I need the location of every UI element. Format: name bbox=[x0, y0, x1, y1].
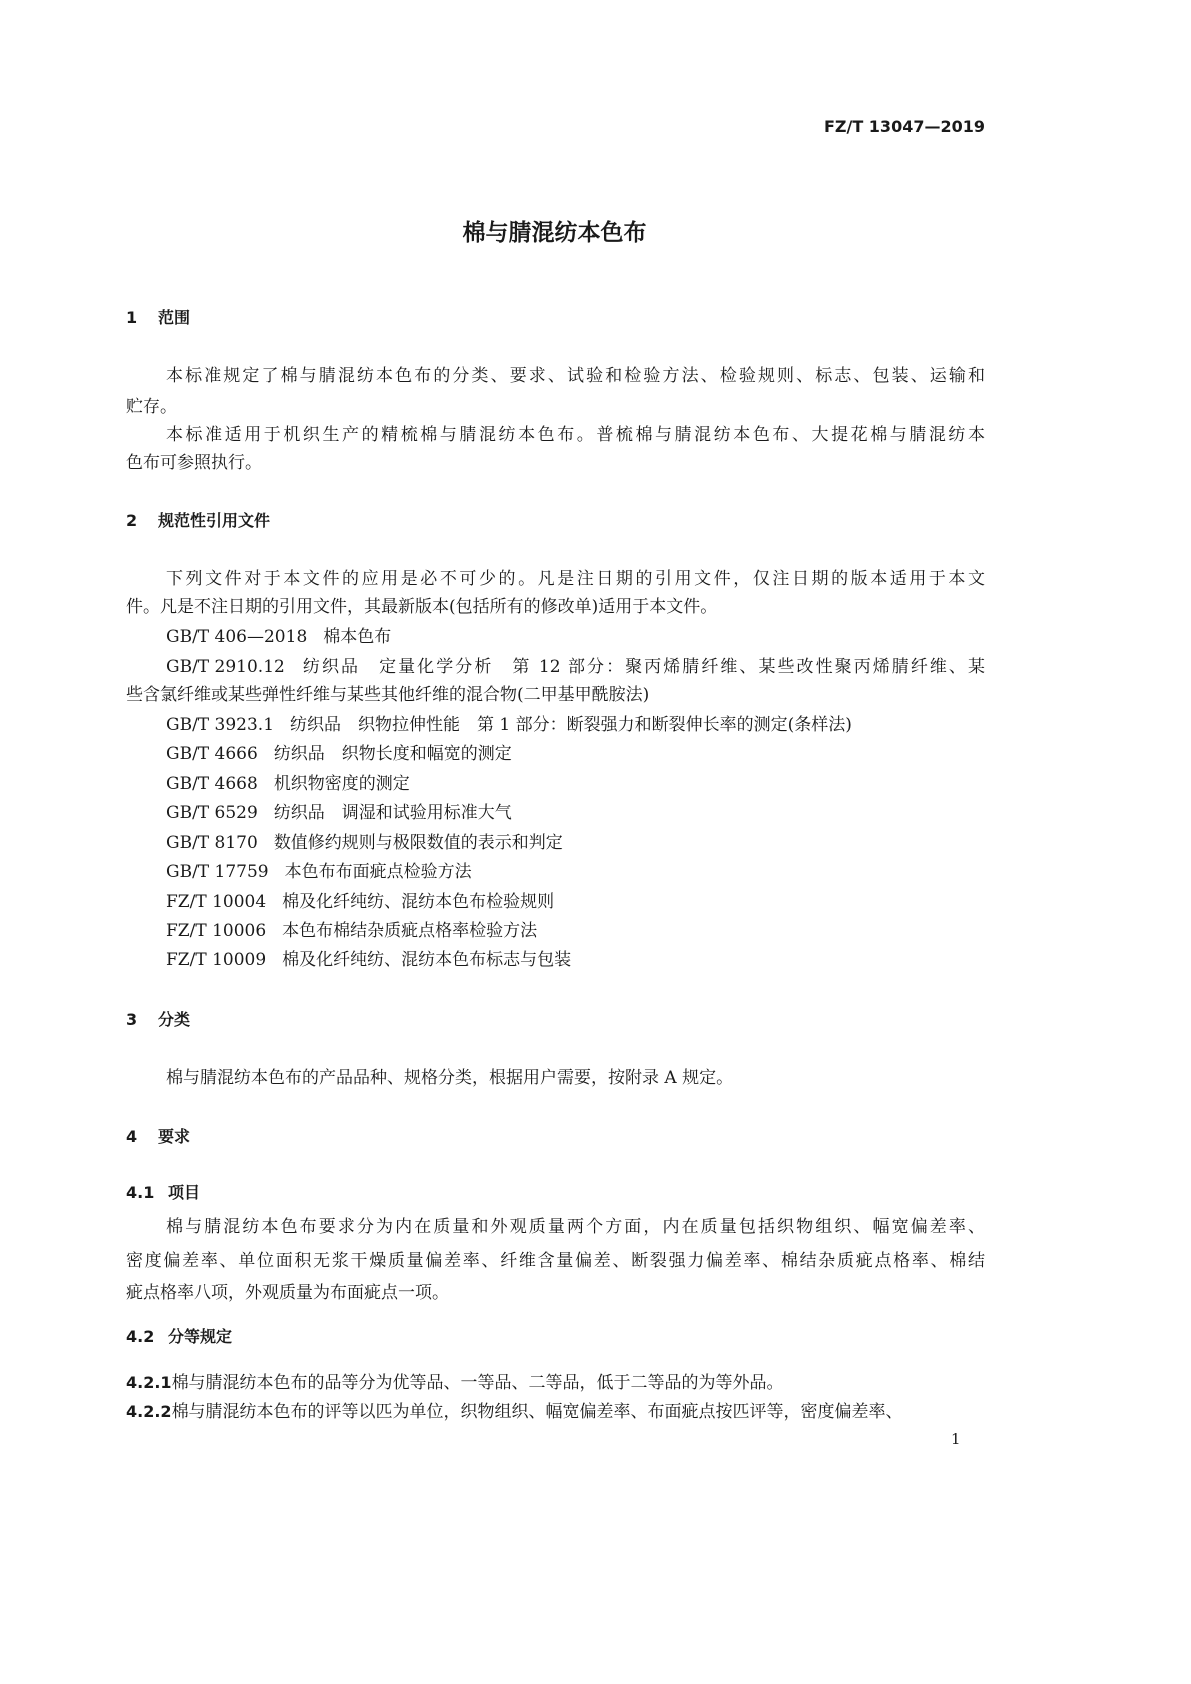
section-2-heading: 2 规范性引用文件 bbox=[126, 511, 271, 530]
paragraph-line: 本标准适用于机织生产的精梳棉与腈混纺本色布。普梳棉与腈混纺本色布、大提花棉与腈混纺本 bbox=[166, 425, 985, 445]
reference-item: FZ/T 10004 棉及化纤纯纺、混纺本色布检验规则 bbox=[166, 892, 555, 912]
reference-item: GB/T 8170 数值修约规则与极限数值的表示和判定 bbox=[166, 833, 563, 853]
clause-4-2-1: 4.2.1棉与腈混纺本色布的品等分为优等品、一等品、二等品，低于二等品的为等外品。 bbox=[126, 1373, 784, 1393]
section-1-heading: 1 范围 bbox=[126, 308, 191, 327]
paragraph-line: 密度偏差率、单位面积无浆干燥质量偏差率、纤维含量偏差、断裂强力偏差率、棉结杂质疵点格率、棉结 bbox=[126, 1251, 985, 1271]
page-number: 1 bbox=[951, 1430, 961, 1448]
reference-item: GB/T 2910.12 纺织品 定量化学分析 第 12 部分：聚丙烯腈纤维、某些改性聚丙烯腈纤维、某 bbox=[166, 657, 985, 677]
paragraph-line: 下列文件对于本文件的应用是必不可少的。凡是注日期的引用文件，仅注日期的版本适用于本文 bbox=[166, 569, 985, 589]
standard-number: FZ/T 13047—2019 bbox=[823, 117, 985, 136]
paragraph-line: 本标准规定了棉与腈混纺本色布的分类、要求、试验和检验方法、检验规则、标志、包装、运输和 bbox=[166, 366, 985, 386]
paragraph-line: 色布可参照执行。 bbox=[126, 453, 262, 473]
reference-item: GB/T 4668 机织物密度的测定 bbox=[166, 774, 410, 794]
section-4-heading: 4 要求 bbox=[126, 1127, 191, 1146]
paragraph-line: 棉与腈混纺本色布要求分为内在质量和外观质量两个方面，内在质量包括织物组织、幅宽偏差率、 bbox=[166, 1217, 985, 1237]
reference-item: GB/T 4666 纺织品 织物长度和幅宽的测定 bbox=[166, 744, 512, 764]
reference-item: GB/T 3923.1 纺织品 织物拉伸性能 第 1 部分：断裂强力和断裂伸长率的测定(条样法) bbox=[166, 715, 852, 735]
paragraph-line: 棉与腈混纺本色布的产品品种、规格分类，根据用户需要，按附录 A 规定。 bbox=[166, 1068, 734, 1088]
reference-item: GB/T 406—2018 棉本色布 bbox=[166, 627, 392, 647]
clause-4-2-2: 4.2.2棉与腈混纺本色布的评等以匹为单位，织物组织、幅宽偏差率、布面疵点按匹评等，密度偏差率、 bbox=[126, 1402, 903, 1422]
reference-item: GB/T 17759 本色布布面疵点检验方法 bbox=[166, 862, 472, 882]
reference-item: GB/T 6529 纺织品 调湿和试验用标准大气 bbox=[166, 803, 512, 823]
reference-item-continuation: 些含氯纤维或某些弹性纤维与某些其他纤维的混合物(二甲基甲酰胺法) bbox=[126, 685, 650, 705]
section-4-1-heading: 4.1 项目 bbox=[126, 1183, 201, 1202]
section-3-heading: 3 分类 bbox=[126, 1010, 191, 1029]
reference-item: FZ/T 10006 本色布棉结杂质疵点格率检验方法 bbox=[166, 921, 538, 941]
reference-item: FZ/T 10009 棉及化纤纯纺、混纺本色布标志与包装 bbox=[166, 950, 572, 970]
section-4-2-heading: 4.2 分等规定 bbox=[126, 1327, 233, 1346]
document-title: 棉与腈混纺本色布 bbox=[462, 220, 647, 246]
paragraph-line: 件。凡是不注日期的引用文件，其最新版本(包括所有的修改单)适用于本文件。 bbox=[126, 597, 718, 617]
paragraph-line: 疵点格率八项，外观质量为布面疵点一项。 bbox=[126, 1283, 449, 1303]
paragraph-line: 贮存。 bbox=[126, 397, 177, 417]
